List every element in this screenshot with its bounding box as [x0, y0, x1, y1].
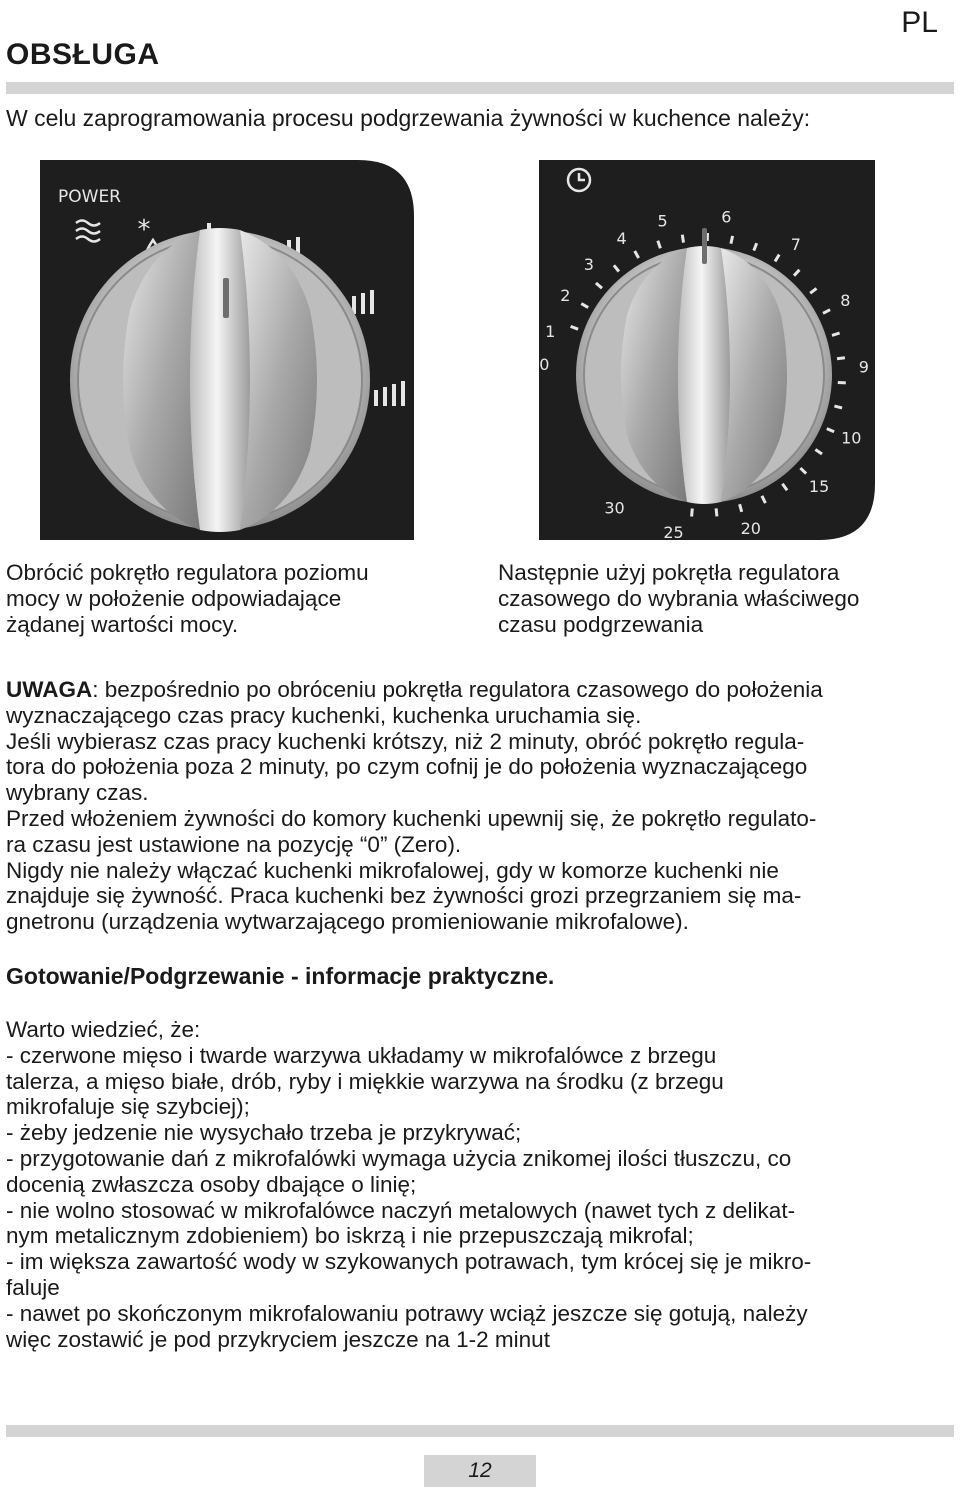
timer-scale-number: 20 [740, 519, 761, 538]
tips-line: - żeby jedzenie nie wysychało trzeba je przykrywać; [6, 1120, 522, 1146]
tips-line: - im większa zawartość wody w szykowanych potrawach, tym krócej się je mikro- [6, 1249, 812, 1275]
timer-knob-illustration [539, 160, 875, 540]
tips-line: - przygotowanie dań z mikrofalówki wymaga użycia znikomej ilości tłuszczu, co [6, 1145, 792, 1171]
caption-power-line: mocy w położenie odpowiadające [6, 586, 342, 611]
timer-knob-indicator [702, 228, 707, 264]
timer-tick [834, 406, 842, 408]
timer-tick [731, 236, 733, 244]
tips-line: - nawet po skończonym mikrofalowaniu potrawy wciąż jeszcze się gotują, należy [6, 1300, 808, 1326]
timer-scale-number: 0 [539, 354, 550, 374]
timer-tick [716, 508, 717, 516]
tips-line: mikrofaluje się szybciej); [6, 1094, 250, 1120]
notice-line: tora do położenia poza 2 minuty, po czym cofnij je do położenia wyznaczającego [6, 754, 808, 780]
notice-block [6, 677, 956, 935]
caption-power [6, 560, 369, 638]
tips-line: nym metalicznym zdobieniem) bo iskrzą i nie przepuszczają mikrofal; [6, 1223, 694, 1249]
timer-scale-number: 30 [604, 498, 625, 518]
notice-line: Przed włożeniem żywności do komory kuchenki upewnij się, że pokrętło regulato- [6, 805, 817, 831]
timer-scale-number: 7 [790, 234, 801, 254]
caption-power-line: Obrócić pokrętło regulatora poziomu [6, 560, 369, 585]
timer-scale-number: 15 [808, 477, 830, 497]
defrost-snowflake-icon: * [137, 215, 151, 245]
caption-power-line: żądanej wartości mocy. [6, 612, 239, 637]
section-heading: OBSŁUGA [6, 38, 160, 71]
timer-scale-number: 8 [840, 290, 851, 310]
tips-line: docenią zwłaszcza osoby dbające o linię; [6, 1171, 417, 1197]
notice-line: gnetronu (urządzenia wytwarzającego promieniowanie mikrofalowe). [6, 909, 689, 935]
tips-line: - czerwone mięso i twarde warzywa układamy w mikrofalówce z brzegu [6, 1042, 717, 1068]
intro-text: W celu zaprogramowania procesu podgrzewania żywności w kuchence należy: [6, 105, 811, 131]
tips-heading: Gotowanie/Podgrzewanie - informacje praktyczne. [6, 963, 555, 989]
notice-line: ra czasu jest ustawione na pozycję “0” (Zero). [6, 831, 462, 857]
language-code: PL [901, 6, 938, 39]
timer-scale-number: 9 [858, 357, 869, 377]
timer-scale-number: 10 [841, 428, 862, 448]
tips-line: talerza, a mięso białe, drób, ryby i miękkie warzywa na środku (z brzegu [6, 1068, 724, 1094]
notice-line: Nigdy nie należy włączać kuchenki mikrofalowej, gdy w komorze kuchenki nie [6, 857, 779, 883]
notice-line: wybrany czas. [6, 780, 149, 806]
timer-tick [740, 504, 742, 512]
caption-timer-line: Następnie użyj pokrętła regulatora [498, 560, 840, 585]
power-knob-indicator [223, 278, 229, 318]
caption-timer-line: czasowego do wybrania właściwego [498, 586, 860, 611]
timer-scale-number: 25 [663, 523, 684, 540]
tips-line: Warto wiedzieć, że: [6, 1017, 201, 1042]
notice-line: znajduje się żywność. Praca kuchenki bez żywności grozi przegrzaniem się ma- [6, 883, 802, 909]
timer-tick [682, 235, 683, 243]
timer-scale-number: 2 [560, 286, 571, 305]
timer-tick [692, 509, 693, 517]
power-label: POWER [58, 187, 121, 207]
tips-line: faluje [6, 1274, 60, 1300]
timer-scale-number: 1 [545, 321, 556, 341]
power-knob [70, 228, 370, 532]
header-rule [6, 82, 954, 94]
tips-line: więc zostawić je pod przykryciem jeszcze na 1-2 minut [6, 1326, 550, 1352]
tips-block [6, 1017, 956, 1352]
timer-scale-number: 6 [721, 207, 732, 227]
notice-line: Jeśli wybierasz czas pracy kuchenki krótszy, niż 2 minuty, obróć pokrętło regula- [6, 728, 805, 754]
tips-line: - nie wolno stosować w mikrofalówce naczyń metalowych (nawet tych z delikat- [6, 1197, 796, 1223]
timer-scale-number: 3 [583, 254, 594, 274]
footer-rule [6, 1425, 954, 1437]
notice-label: UWAGA [6, 677, 93, 702]
notice-line: : bezpośrednio po obróceniu pokrętła regulatora czasowego do położenia [92, 677, 823, 702]
timer-scale-number: 5 [657, 211, 668, 231]
power-knob-illustration [40, 160, 414, 540]
caption-timer [498, 560, 859, 638]
timer-tick [837, 358, 845, 359]
notice-line: wyznaczającego czas pracy kuchenki, kuchenka uruchamia się. [6, 702, 642, 728]
caption-timer-line: czasu podgrzewania [498, 612, 704, 637]
page-number: 12 [424, 1455, 536, 1487]
timer-scale-number: 4 [616, 228, 627, 248]
